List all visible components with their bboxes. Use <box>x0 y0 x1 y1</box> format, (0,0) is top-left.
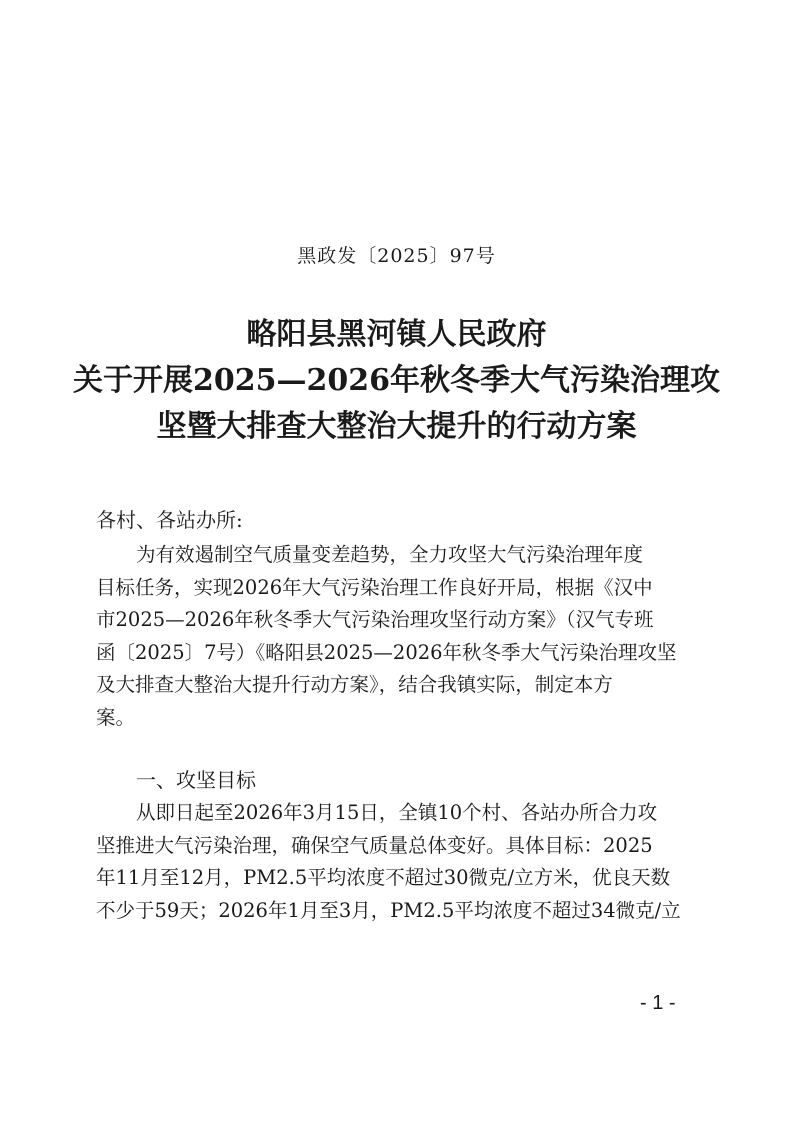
page-number: - 1 - <box>640 992 676 1014</box>
section-1-heading: 一、攻坚目标 <box>136 768 256 792</box>
addressee: 各村、各站办所: <box>96 508 243 532</box>
paragraph-2-line-2: 坚推进大气污染治理，确保空气质量总体变好。具体目标：2025 <box>96 833 653 857</box>
document-number: 黑政发〔2025〕97号 <box>297 245 496 267</box>
title-line-2: 关于开展2025—2026年秋冬季大气污染治理攻 <box>73 363 720 398</box>
paragraph-1-line-6: 案。 <box>96 705 136 729</box>
paragraph-1-line-1: 为有效遏制空气质量变差趋势，全力攻坚大气污染治理年度 <box>136 543 644 566</box>
document-title <box>60 312 733 450</box>
paragraph-1-line-5: 及大排查大整治大提升行动方案》，结合我镇实际，制定本方 <box>96 673 613 696</box>
paragraph-2-line-4: 不少于59天；2026年1月至3月，PM2.5平均浓度不超过34微克/立 <box>96 898 681 922</box>
title-line-3: 坚暨大排查大整治大提升的行动方案 <box>156 409 637 444</box>
paragraph-2-line-3: 年11月至12月，PM2.5平均浓度不超过30微克/立方米，优良天数 <box>96 866 671 889</box>
paragraph-1 <box>96 539 698 734</box>
paragraph-2 <box>96 797 698 927</box>
paragraph-2-line-1: 从即日起至2026年3月15日，全镇10个村、各站办所合力攻 <box>136 801 658 824</box>
paragraph-1-line-4: 函〔2025〕7号）《略阳县2025—2026年秋冬季大气污染治理攻坚 <box>96 640 677 664</box>
paragraph-1-line-2: 目标任务，实现2026年大气污染治理工作良好开局，根据《汉中 <box>96 575 653 599</box>
paragraph-1-line-3: 市2025—2026年秋冬季大气污染治理攻坚行动方案》（汉气专班 <box>96 608 654 631</box>
title-line-1: 略阳县黑河镇人民政府 <box>246 317 547 352</box>
